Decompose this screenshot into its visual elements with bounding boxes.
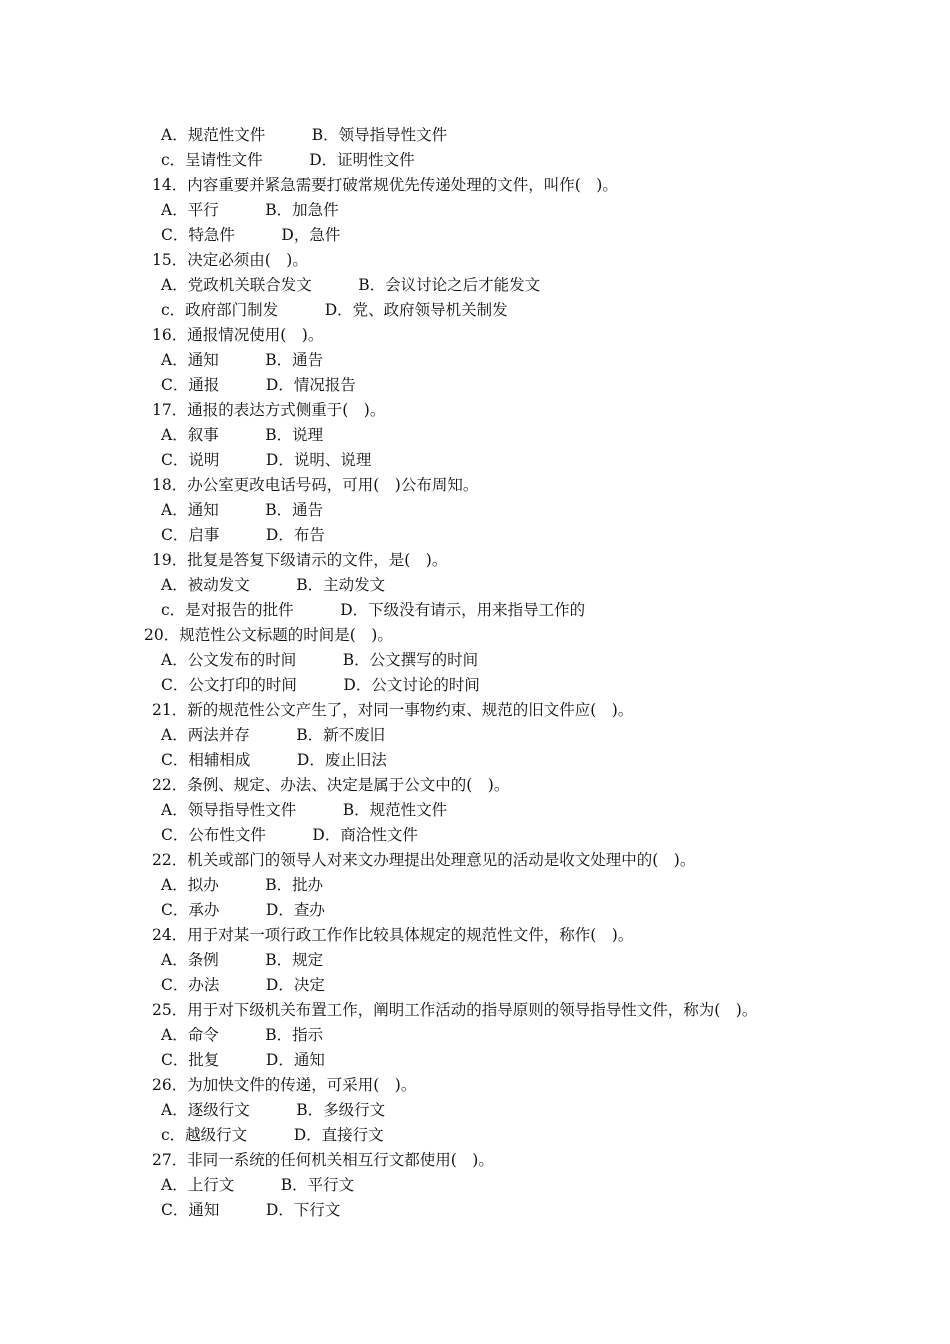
option-a: c．政府部门制发 [161,301,279,319]
option-a: C．公布性文件 [161,826,266,844]
option-a: C．启事 [161,526,220,544]
question-16: 16．通报情况使用( )。 [152,326,324,344]
option-b: B．加急件 [265,201,339,219]
option-b: B．主动发文 [296,576,386,594]
option-b: B．规定 [265,951,324,969]
option-a: A．条例 [161,951,219,969]
option-a: A．通知 [161,501,219,519]
option-a: A．命令 [161,1026,219,1044]
option-b: D．查办 [265,901,325,919]
option-a: C．批复 [161,1051,220,1069]
question-18: 18．办公室更改电话号码，可用( )公布周知。 [152,476,479,494]
option-a: A．上行文 [161,1176,235,1194]
option-a: A．通知 [161,351,219,369]
option-a: C．公文打印的时间 [161,676,297,694]
option-a: A．平行 [161,201,219,219]
option-b: D．党、政府领导机关制发 [324,301,508,319]
question-15: 15．决定必须由( )。 [152,251,308,269]
question-14: 14．内容重要并紧急需要打破常规优先传递处理的文件，叫作( )。 [152,176,618,194]
option-a: A．逐级行文 [161,1101,250,1119]
option-line [161,1023,323,1048]
option-b: B．平行文 [280,1176,355,1194]
option-line [161,1173,354,1198]
option-b: B．多级行文 [296,1101,386,1119]
option-line [161,1098,385,1123]
option-a: A．叙事 [161,426,219,444]
option-a: A．党政机关联合发文 [161,276,312,294]
option-line [161,198,339,223]
option-a: C．相辅相成 [161,751,251,769]
option-b: D．布告 [265,526,325,544]
option-a: A．两法并存 [161,726,250,744]
option-b: D．废止旧法 [296,751,387,769]
option-line [161,723,385,748]
option-a: c．是对报告的批件 [161,601,294,619]
option-a: C．办法 [161,976,220,994]
option-b: B．会议讨论之后才能发文 [358,276,541,294]
option-line [161,973,325,998]
option-b: D．下行文 [265,1201,341,1219]
option-b: B．批办 [265,876,324,894]
option-b: D，急件 [281,226,341,244]
option-a: C．特急件 [161,226,235,244]
option-line [161,573,385,598]
option-a: A．被动发文 [161,576,250,594]
option-a: C．说明 [161,451,220,469]
option-a: A．公文发布的时间 [161,651,297,669]
option-a: C．通知 [161,1201,220,1219]
option-a: c．呈请性文件 [161,151,263,169]
option-b: B．公文撰写的时间 [342,651,479,669]
option-b: D．说明、说理 [265,451,372,469]
option-line [161,748,387,773]
option-line [161,673,480,698]
option-a: A．拟办 [161,876,219,894]
option-b: B．说理 [265,426,324,444]
option-line [161,898,325,923]
option-line [161,373,356,398]
option-line [161,1123,384,1148]
option-line [161,498,323,523]
option-b: B．通告 [265,501,324,519]
option-b: D．公文讨论的时间 [343,676,480,694]
question-27: 27．非同一系统的任何机关相互行文都使用( )。 [152,1151,494,1169]
option-line [161,348,323,373]
option-line [161,873,323,898]
option-line [161,823,418,848]
option-line [161,298,508,323]
option-line [161,273,540,298]
option-line [161,1198,340,1223]
option-line [161,123,447,148]
option-b: B．通告 [265,351,324,369]
option-b: D．情况报告 [265,376,356,394]
option-line [161,223,340,248]
question-26: 26．为加快文件的传递，可采用( )。 [152,1076,417,1094]
question-25: 25．用于对下级机关布置工作，阐明工作活动的指导原则的领导指导性文件，称为( )。 [152,1001,758,1019]
option-b: D．直接行文 [293,1126,384,1144]
option-line [161,523,325,548]
option-a: c．越级行文 [161,1126,248,1144]
option-b: B．指示 [265,1026,324,1044]
option-b: D．通知 [265,1051,325,1069]
option-line [161,948,323,973]
option-a: C．通报 [161,376,220,394]
question-17: 17．通报的表达方式侧重于( )。 [152,401,386,419]
option-a: A．规范性文件 [161,126,266,144]
option-a: C．承办 [161,901,220,919]
option-line [161,448,371,473]
question-22a: 22．条例、规定、办法、决定是属于公文中的( )。 [152,776,510,794]
question-22b: 22．机关或部门的领导人对来文办理提出处理意见的活动是收文处理中的( )。 [152,851,696,869]
option-b: B．新不废旧 [296,726,386,744]
option-b: D．证明性文件 [309,151,415,169]
option-b: D．商洽性文件 [312,826,418,844]
question-24: 24．用于对某一项行政工作作比较具体规定的规范性文件，称作( )。 [152,926,634,944]
option-line [161,423,323,448]
option-line [161,648,478,673]
option-b: D．下级没有请示，用来指导工作的 [340,601,586,619]
option-line [161,1048,325,1073]
option-line [161,798,447,823]
option-a: A．领导指导性文件 [161,801,297,819]
option-line [161,148,415,173]
option-line [161,598,585,623]
option-b: B．规范性文件 [342,801,448,819]
option-b: D．决定 [265,976,325,994]
option-b: B．领导指导性文件 [311,126,448,144]
question-21: 21．新的规范性公文产生了，对同一事物约束、规范的旧文件应( )。 [152,701,634,719]
question-20: 20．规范性公文标题的时间是( )。 [144,626,393,644]
question-19: 19．批复是答复下级请示的文件，是( )。 [152,551,448,569]
